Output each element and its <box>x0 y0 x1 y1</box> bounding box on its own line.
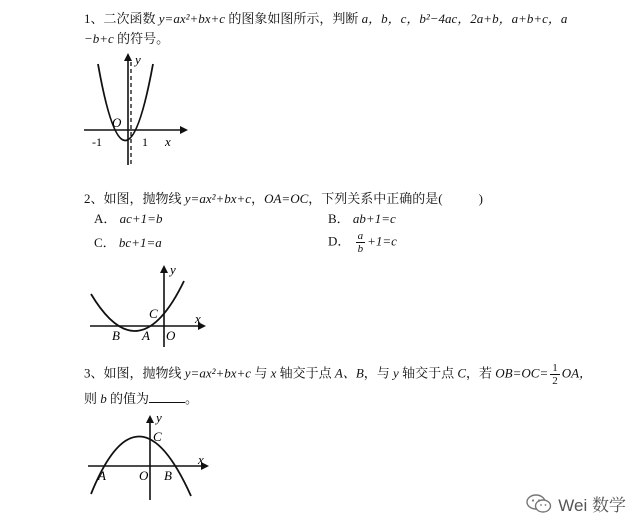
q2-number: 2、 <box>84 191 104 206</box>
q1-parabola <box>98 64 153 141</box>
q2-option-b: B． ab+1=c <box>328 211 396 226</box>
q3-label-y: y <box>156 410 162 425</box>
q1-label-neg1: -1 <box>92 135 102 149</box>
q1-label-x: x <box>165 134 171 149</box>
q3-label-o: O <box>139 468 149 483</box>
q1-label-1: 1 <box>142 135 148 149</box>
q3-label-b: B <box>164 468 172 483</box>
q3-y-arrow <box>146 415 154 423</box>
q2-stem: 2、如图，抛物线 y=ax²+bx+c，OA=OC，下列关系中正确的是( ) <box>84 191 483 206</box>
q2-option-a: A． ac+1=b <box>94 211 163 226</box>
q1-label-o: O <box>112 115 122 130</box>
q1-line2: −b+c 的符号。 <box>84 31 170 46</box>
q2-graph <box>88 260 213 348</box>
watermark-text: Wei 数学 <box>558 495 626 515</box>
q1-line1: 1、二次函数 y=ax²+bx+c 的图象如图所示，判断 a，b，c，b²−4ac，2a+b，a+b+c，a <box>84 11 568 26</box>
q3-label-x: x <box>198 452 204 467</box>
q3-number: 3、 <box>84 365 104 381</box>
q3-label-a: A <box>98 468 106 483</box>
q3-stem: 3、如图，抛物线 y=ax²+bx+c 与 x 轴交于点 A、B，与 y 轴交于点 C，若 OB=OC= $\frac{1}{2}$ OA， <box>84 362 593 387</box>
q3-fraction-half: $\frac{1}{2}$ <box>552 362 558 387</box>
wechat-icon <box>526 494 552 519</box>
q3-label-c: C <box>153 429 162 444</box>
q2-option-d-fraction: $\frac{a}{b}$ <box>357 230 364 255</box>
watermark <box>526 491 626 519</box>
q2-label-o: O <box>166 328 176 343</box>
q2-option-c: C． bc+1=a <box>94 235 162 250</box>
q1-graph <box>84 50 194 168</box>
q2-parabola <box>91 281 184 331</box>
q2-label-c: C <box>149 306 158 321</box>
q1-x-arrow <box>180 126 188 134</box>
q3-graph <box>86 408 216 500</box>
q2-label-y: y <box>170 262 176 277</box>
q3-line2: 则 b 的值为 。 <box>84 391 199 406</box>
q2-label-a: A <box>142 328 150 343</box>
q2-label-x: x <box>195 311 201 326</box>
q2-y-arrow <box>160 265 168 273</box>
q2-label-b: B <box>112 328 120 343</box>
q2-option-d: D． $\frac{a}{b}$ +1=c <box>328 230 397 255</box>
q1-label-y: y <box>135 52 141 67</box>
q1-number: 1、 <box>84 11 104 26</box>
q3-answer-blank <box>149 390 185 403</box>
q1-y-arrow <box>124 53 132 61</box>
